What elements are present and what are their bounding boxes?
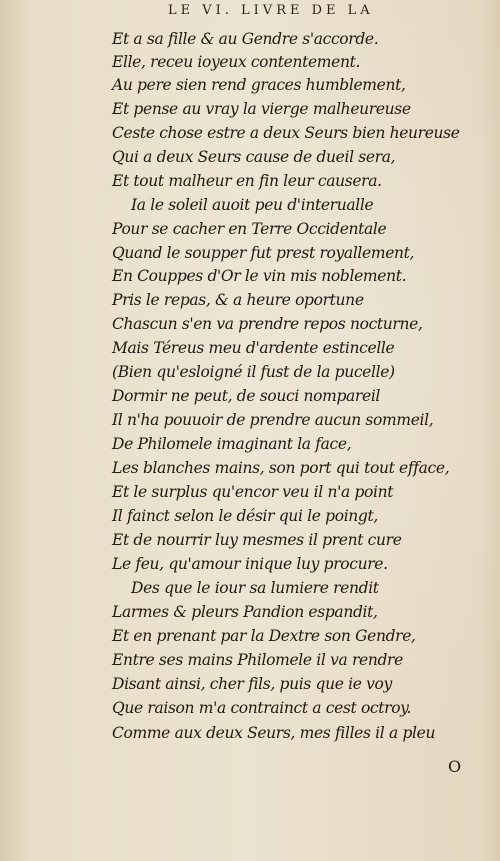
signature-mark: O: [448, 757, 462, 776]
verse-line: Dormir ne peut, de souci nompareil: [112, 387, 381, 405]
running-head: LE VI. LIVRE DE LA: [168, 3, 374, 18]
verse-line: Des que le iour sa lumiere rendit: [131, 579, 379, 597]
verse-line: Il fainct selon le désir qui le poingt,: [112, 507, 378, 525]
verse-line: Larmes & pleurs Pandion espandit,: [112, 603, 378, 621]
verse-line: Entre ses mains Philomele il va rendre: [112, 651, 403, 669]
verse-line: Les blanches mains, son port qui tout efface,: [112, 459, 450, 477]
verse-line: Mais Téreus meu d'ardente estincelle: [112, 339, 395, 357]
verse-line: Pour se cacher en Terre Occidentale: [112, 220, 387, 238]
verse-line: Quand le soupper fut prest royallement,: [112, 244, 415, 262]
verse-line: Chascun s'en va prendre repos nocturne,: [112, 315, 423, 333]
verse-line: Et a sa fille & au Gendre s'accorde.: [112, 30, 379, 48]
verse-line: Ceste chose estre a deux Seurs bien heureuse: [112, 124, 460, 142]
verse-line: Et pense au vray la vierge malheureuse: [112, 100, 411, 118]
verse-line: Et tout malheur en fin leur causera.: [112, 172, 382, 190]
verse-line: Ia le soleil auoit peu d'interualle: [131, 196, 374, 214]
verse-line: Qui a deux Seurs cause de dueil sera,: [112, 148, 396, 166]
verse-line: Il n'ha pouuoir de prendre aucun sommeil,: [112, 411, 434, 429]
verse-line: Comme aux deux Seurs, mes filles il a pleu: [112, 724, 436, 742]
verse-line: (Bien qu'esloigné il fust de la pucelle): [112, 363, 395, 381]
verse-line: De Philomele imaginant la face,: [112, 435, 352, 453]
verse-line: Le feu, qu'amour inique luy procure.: [112, 555, 388, 573]
verse-line: Et le surplus qu'encor veu il n'a point: [112, 483, 394, 501]
verse-line: Que raison m'a contrainct a cest octroy.: [112, 699, 412, 717]
verse-line: Disant ainsi, cher fils, puis que ie voy: [112, 675, 392, 693]
verse-line: Et de nourrir luy mesmes il prent cure: [112, 531, 402, 549]
verse-line: Et en prenant par la Dextre son Gendre,: [112, 627, 416, 645]
verse-line: Elle, receu ioyeux contentement.: [112, 53, 361, 71]
verse-line: Pris le repas, & a heure oportune: [112, 291, 364, 309]
verse-line: En Couppes d'Or le vin mis noblement.: [112, 267, 407, 285]
verse-line: Au pere sien rend graces humblement,: [112, 76, 406, 94]
